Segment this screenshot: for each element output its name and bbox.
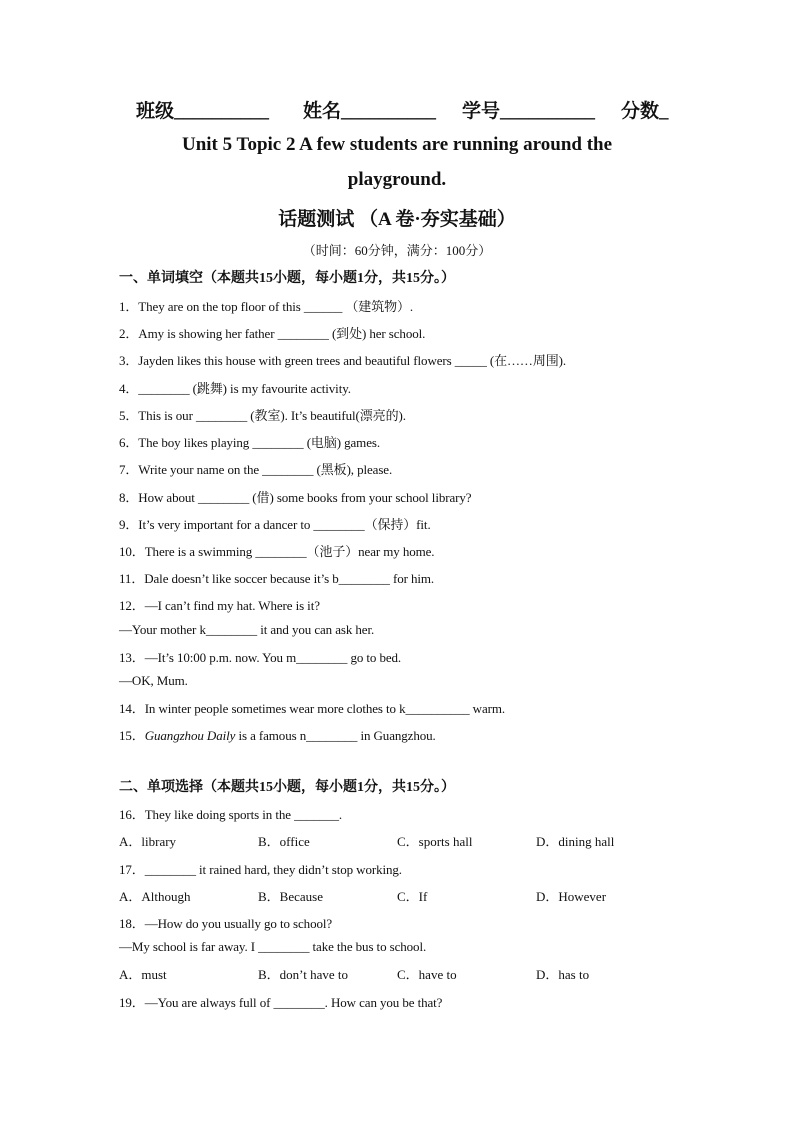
question-2: 2．Amy is showing her father ________ (到处) her school. bbox=[119, 326, 426, 341]
section-1-heading: 一、单词填空（本题共15小题，每小题1分，共15分。） bbox=[119, 271, 455, 286]
question-15 bbox=[119, 725, 436, 744]
question-13-reply: —OK, Mum. bbox=[119, 673, 188, 688]
name-blank[interactable]: __________ bbox=[341, 101, 437, 122]
question-16: 16．They like doing sports in the _______. bbox=[119, 807, 343, 822]
question-8: 8．How about ________ (借) some books from your school library? bbox=[119, 490, 472, 505]
question-1: 1．They are on the top floor of this ______ （建筑物）. bbox=[119, 299, 414, 314]
score-field bbox=[621, 96, 669, 123]
q17-option-d[interactable]: D．However bbox=[536, 889, 607, 904]
q17-option-a[interactable]: A．Although bbox=[119, 889, 191, 904]
q16-option-c[interactable]: C．sports hall bbox=[397, 834, 473, 849]
question-7: 7．Write your name on the ________ (黑板), please. bbox=[119, 462, 393, 477]
q17-option-c[interactable]: C．If bbox=[397, 889, 428, 904]
question-3: 3．Jayden likes this house with green trees and beautiful flowers _____ (在……周围). bbox=[119, 353, 567, 368]
q16-option-a[interactable]: A．library bbox=[119, 834, 177, 849]
unit-title-line-1: Unit 5 Topic 2 A few students are running around the bbox=[181, 134, 613, 155]
question-19: 19．—You are always full of ________. How can you be that? bbox=[119, 995, 443, 1010]
name-field bbox=[303, 96, 436, 123]
q18-option-c[interactable]: C．have to bbox=[397, 967, 457, 982]
question-4: 4．________ (跳舞) is my favourite activity. bbox=[119, 381, 351, 396]
q17-option-b[interactable]: B．Because bbox=[258, 889, 323, 904]
class-blank[interactable]: __________ bbox=[174, 101, 270, 122]
question-11: 11．Dale doesn’t like soccer because it’s b________ for him. bbox=[119, 571, 435, 586]
class-field bbox=[136, 96, 269, 123]
q18-option-a[interactable]: A．must bbox=[119, 967, 167, 982]
question-6: 6．The boy likes playing ________ (电脑) games. bbox=[119, 435, 380, 450]
score-label: 分数 bbox=[621, 101, 660, 122]
question-15-text: is a famous n________ in Guangzhou. bbox=[235, 728, 436, 743]
question-13: 13．—It’s 10:00 p.m. now. You m________ go to bed. bbox=[119, 650, 402, 665]
question-10: 10．There is a swimming ________（池子）near my home. bbox=[119, 544, 435, 559]
question-18-reply: —My school is far away. I ________ take the bus to school. bbox=[119, 939, 427, 954]
student-number-label: 学号 bbox=[462, 101, 501, 122]
question-15-number: 15． bbox=[119, 728, 145, 743]
class-label: 班级 bbox=[136, 101, 175, 122]
q18-option-d[interactable]: D．has to bbox=[536, 967, 590, 982]
paper-title: 话题测试 （A 卷·夯实基础） bbox=[278, 209, 516, 230]
q16-option-b[interactable]: B．office bbox=[258, 834, 310, 849]
question-12: 12．—I can’t find my hat. Where is it? bbox=[119, 598, 320, 613]
question-9: 9．It’s very important for a dancer to ________（保持）fit. bbox=[119, 517, 431, 532]
unit-title-line-2: playground. bbox=[347, 169, 447, 190]
score-blank[interactable]: _ bbox=[659, 101, 669, 122]
newspaper-name: Guangzhou Daily bbox=[144, 728, 236, 743]
q16-option-d[interactable]: D．dining hall bbox=[536, 834, 615, 849]
question-12-reply: —Your mother k________ it and you can ask her. bbox=[119, 622, 375, 637]
question-14: 14．In winter people sometimes wear more clothes to k__________ warm. bbox=[119, 701, 505, 716]
section-2-heading: 二、单项选择（本题共15小题，每小题1分，共15分。） bbox=[119, 780, 455, 795]
time-score-note: （时间：60分钟，满分：100分） bbox=[302, 243, 492, 258]
question-18: 18．—How do you usually go to school? bbox=[119, 916, 333, 931]
name-label: 姓名 bbox=[303, 101, 342, 122]
q18-option-b[interactable]: B．don’t have to bbox=[258, 967, 349, 982]
question-17: 17．________ it rained hard, they didn’t stop working. bbox=[119, 862, 402, 877]
student-number-field bbox=[462, 96, 595, 123]
question-5: 5．This is our ________ (教室). It’s beautiful(漂亮的). bbox=[119, 408, 406, 423]
student-number-blank[interactable]: __________ bbox=[500, 101, 596, 122]
